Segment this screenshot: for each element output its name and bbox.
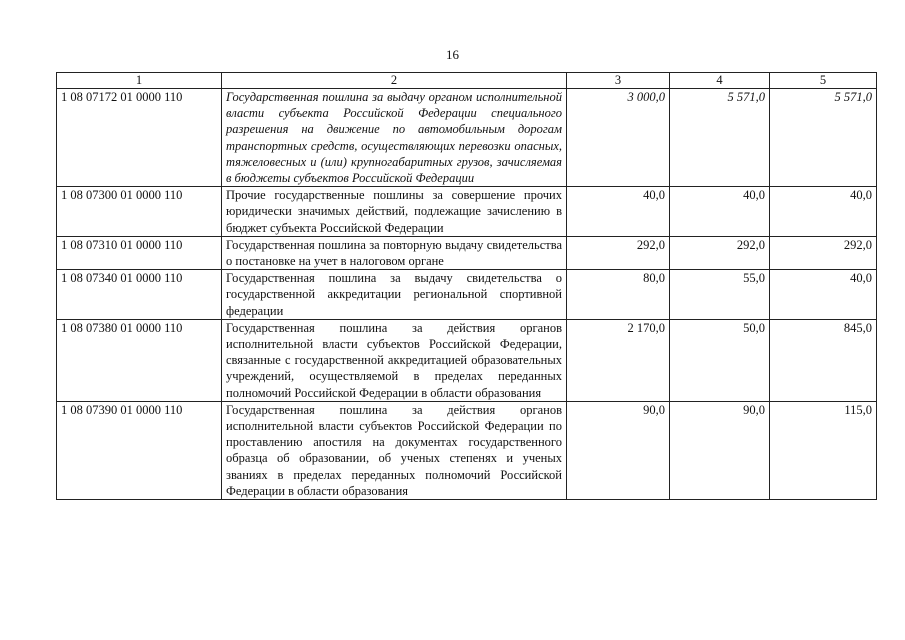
row-value-col3: 3 000,0 (567, 89, 670, 187)
row-code: 1 08 07172 01 0000 110 (57, 89, 222, 187)
row-code: 1 08 07300 01 0000 110 (57, 187, 222, 237)
row-description: Государственная пошлина за повторную выдачу свидетельства о постановке на учет в налоговом органе (222, 236, 567, 269)
column-header: 2 (222, 73, 567, 89)
row-description: Государственная пошлина за выдачу свидетельства о государственной аккредитации региональной спортивной федерации (222, 270, 567, 320)
row-code: 1 08 07390 01 0000 110 (57, 401, 222, 499)
row-value-col4: 292,0 (670, 236, 770, 269)
row-description: Государственная пошлина за действия органов исполнительной власти субъектов Российской Федерации по проставлению апостиля на документах государственного образца об образовании, об ученых степенях и ученых званиях в пределах переданных полномочий Российской Федерации в области образования (222, 401, 567, 499)
row-value-col3: 90,0 (567, 401, 670, 499)
row-value-col5: 40,0 (770, 270, 877, 320)
table-row (57, 319, 877, 401)
row-value-col4: 55,0 (670, 270, 770, 320)
row-value-col3: 292,0 (567, 236, 670, 269)
row-description: Государственная пошлина за действия органов исполнительной власти субъектов Российской Федерации, связанные с государственной аккредитацией образовательных учреждений, осуществляемой в пределах переданных полномочий Российской Федерации в области образования (222, 319, 567, 401)
table-row (57, 236, 877, 269)
table-row (57, 270, 877, 320)
table-row (57, 187, 877, 237)
row-code: 1 08 07380 01 0000 110 (57, 319, 222, 401)
row-code: 1 08 07310 01 0000 110 (57, 236, 222, 269)
row-value-col5: 845,0 (770, 319, 877, 401)
row-description: Прочие государственные пошлины за совершение прочих юридически значимых действий, подлежащие зачислению в бюджет субъекта Российской Федерации (222, 187, 567, 237)
row-value-col5: 5 571,0 (770, 89, 877, 187)
row-code: 1 08 07340 01 0000 110 (57, 270, 222, 320)
column-header: 4 (670, 73, 770, 89)
row-value-col4: 40,0 (670, 187, 770, 237)
table-header-row (57, 73, 877, 89)
row-description: Государственная пошлина за выдачу органом исполнительной власти субъекта Российской Федерации специального разрешения на движение по автомобильным дорогам транспортных средств, осуществляющих перевозки опасных, тяжеловесных и (или) крупногабаритных грузов, зачисляемая в бюджеты субъектов Российской Федерации (222, 89, 567, 187)
row-value-col3: 40,0 (567, 187, 670, 237)
table-row (57, 89, 877, 187)
row-value-col3: 2 170,0 (567, 319, 670, 401)
row-value-col4: 5 571,0 (670, 89, 770, 187)
row-value-col5: 292,0 (770, 236, 877, 269)
row-value-col5: 115,0 (770, 401, 877, 499)
row-value-col4: 90,0 (670, 401, 770, 499)
budget-table (56, 72, 877, 500)
column-header: 1 (57, 73, 222, 89)
row-value-col5: 40,0 (770, 187, 877, 237)
page-number: 16 (446, 47, 459, 62)
column-header: 5 (770, 73, 877, 89)
row-value-col4: 50,0 (670, 319, 770, 401)
row-value-col3: 80,0 (567, 270, 670, 320)
column-header: 3 (567, 73, 670, 89)
table-row (57, 401, 877, 499)
